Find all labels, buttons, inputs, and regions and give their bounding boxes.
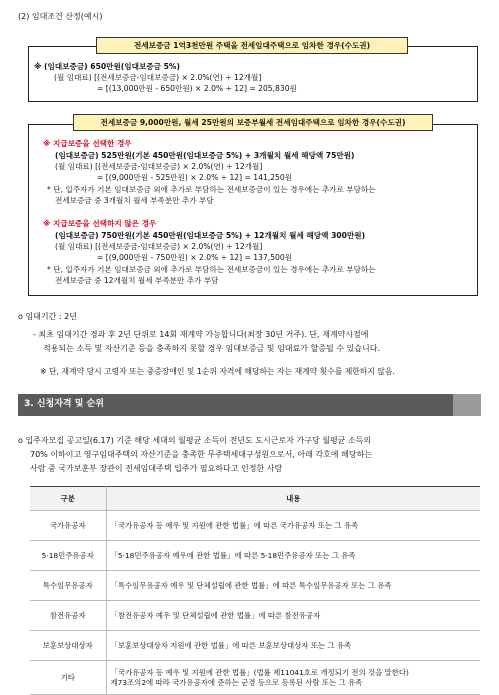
- box1-line-2: [54, 73, 261, 82]
- row-content: 「보훈보상대상자 지원에 관한 법률」에 따른 보훈보상대상자 또는 그 유족: [106, 631, 480, 661]
- guarantee-a-line-4: * 단, 입주자가 기본 임대보증금 외에 추가로 부담하는 전세보증금이 있는 경우에는 추가로 부담하는: [47, 185, 376, 194]
- section-3-title: 3. 신청자격 및 순위: [24, 399, 104, 409]
- row-type: 특수임무유공자: [30, 571, 106, 601]
- example-box-2-tag: 전세보증금 9,000만원, 월세 25만원의 보증부월세 전세임대주택으로 임차한 경우(수도권): [73, 114, 433, 131]
- row-content: 「5·18민주유공자 예우에 관한 법률」에 따른 5·18민주유공자 또는 그 유족: [106, 541, 480, 571]
- guarantee-a-line-2: (월 임대료) [(전세보증금-임대보증금) × 2.0%(연) ÷ 12개월]: [55, 162, 263, 171]
- guarantee-a-line-5: 전세보증금 중 3개월치 월세 부족분만 추가 부담: [55, 196, 214, 205]
- table-row: [30, 541, 480, 571]
- box1-line-3: = [(13,000만원 - 650만원) × 2.0% ÷ 12] = 205,830원: [97, 84, 297, 93]
- guarantee-b-line-2: (월 임대료) [(전세보증금-임대보증금) × 2.0%(연) ÷ 12개월]: [55, 242, 263, 251]
- table-row: [30, 661, 480, 695]
- row-type: 국가유공자: [30, 511, 106, 541]
- eligibility-intro-2: 70% 이하이고 영구임대주택의 자산기준을 충족한 무주택세대구성원으로서, 아래 각호에 해당하는: [30, 450, 373, 459]
- lease-period-title: o 임대기간 : 2년: [18, 312, 77, 321]
- row-type: 기타: [30, 661, 106, 695]
- table-row: [30, 601, 480, 631]
- table-row: [30, 571, 480, 601]
- guarantee-b-line-1: (임대보증금) 750만원(기본 450만원(임대보증금 5%) + 12개월치 월세 해당액 300만원): [55, 231, 366, 240]
- row-type: 5·18민주유공자: [30, 541, 106, 571]
- lease-period-line-2: 적용되는 소득 및 자산기준 등을 충족하지 못할 경우 임대보증금 및 임대료가 할증될 수 있습니다.: [43, 344, 380, 353]
- table-header-content: 내용: [106, 487, 480, 511]
- row-content: 「국가유공자 등 예우 및 지원에 관한 법률」에 따른 국가유공자 또는 그 유족: [106, 511, 480, 541]
- guarantee-selected-title: ※ 지급보증을 선택한 경우: [43, 139, 132, 148]
- row-content-line-2: 제73조의2에 따라 국가유공자에 준하는 군경 등으로 등록된 사람 또는 그 유족: [110, 677, 363, 687]
- row-content: 「특수임무유공자 예우 및 단체설립에 관한 법률」에 따른 특수임무유공자 또는 그 유족: [106, 571, 480, 601]
- table-row: [30, 631, 480, 661]
- table-row: [30, 511, 480, 541]
- box1-line-2-text: (월 임대료) [(전세보증금-임대보증금) × 2.0%(연) ÷ 12개월]: [54, 73, 262, 82]
- row-content-line-1: 「국가유공자 등 예우 및 지원에 관한 법률」(법률 제11041호로 개정되기 전의 것을 말한다): [110, 668, 409, 678]
- guarantee-not-selected-title: ※ 지급보증을 선택하지 않은 경우: [43, 219, 157, 228]
- example-box-1-tag: 전세보증금 1억3천만원 주택을 전세임대주택으로 임차한 경우(수도권): [96, 37, 408, 54]
- guarantee-b-line-3: = [(9,000만원 - 750만원) × 2.0% ÷ 12] = 137,500원: [97, 253, 293, 262]
- table-header-type: 구분: [30, 487, 106, 511]
- eligibility-table: [30, 486, 480, 695]
- lease-period-note: ※ 단, 재계약 당시 고령자 또는 중증장애인 및 1순위 자격에 해당하는 자는 재계약 횟수를 제한하지 않음.: [40, 367, 395, 376]
- row-content: [106, 661, 480, 695]
- row-type: 보훈보상대상자: [30, 631, 106, 661]
- eligibility-intro-1: o 입주자모집 공고일(6.17) 기준 해당 세대의 월평균 소득이 전년도 도시근로자 가구당 월평균 소득의: [18, 436, 372, 445]
- row-content: 「참전유공자 예우 및 단체설립에 관한 법률」에 따른 참전유공자: [106, 601, 480, 631]
- guarantee-b-line-4: * 단, 입주자가 기본 임대보증금 외에 추가로 부담하는 전세보증금이 있는 경우에는 추가로 부담하는: [47, 265, 376, 274]
- section-heading: (2) 임대조건 산정(예시): [18, 12, 103, 21]
- lease-period-line-1: - 최초 임대기간 경과 후 2년 단위로 14회 재계약 가능합니다(최장 30년 거주). 단, 재계약시점에: [33, 330, 369, 339]
- guarantee-a-line-3: = [(9,000만원 - 525만원) × 2.0% ÷ 12] = 141,250원: [97, 173, 293, 182]
- guarantee-a-line-1: (임대보증금) 525만원(기본 450만원(임대보증금 5%) + 3개월치 월세 해당액 75만원): [55, 151, 355, 160]
- box1-line-1: ※ (임대보증금) 650만원(임대보증금 5%): [34, 62, 180, 71]
- guarantee-b-line-5: 전세보증금 중 12개월치 월세 부족분만 추가 부담: [55, 276, 219, 285]
- eligibility-intro-3: 사람 중 국가보훈부 장관이 전세임대주택 입주가 필요하다고 인정한 사람: [30, 464, 283, 473]
- row-type: 참전유공자: [30, 601, 106, 631]
